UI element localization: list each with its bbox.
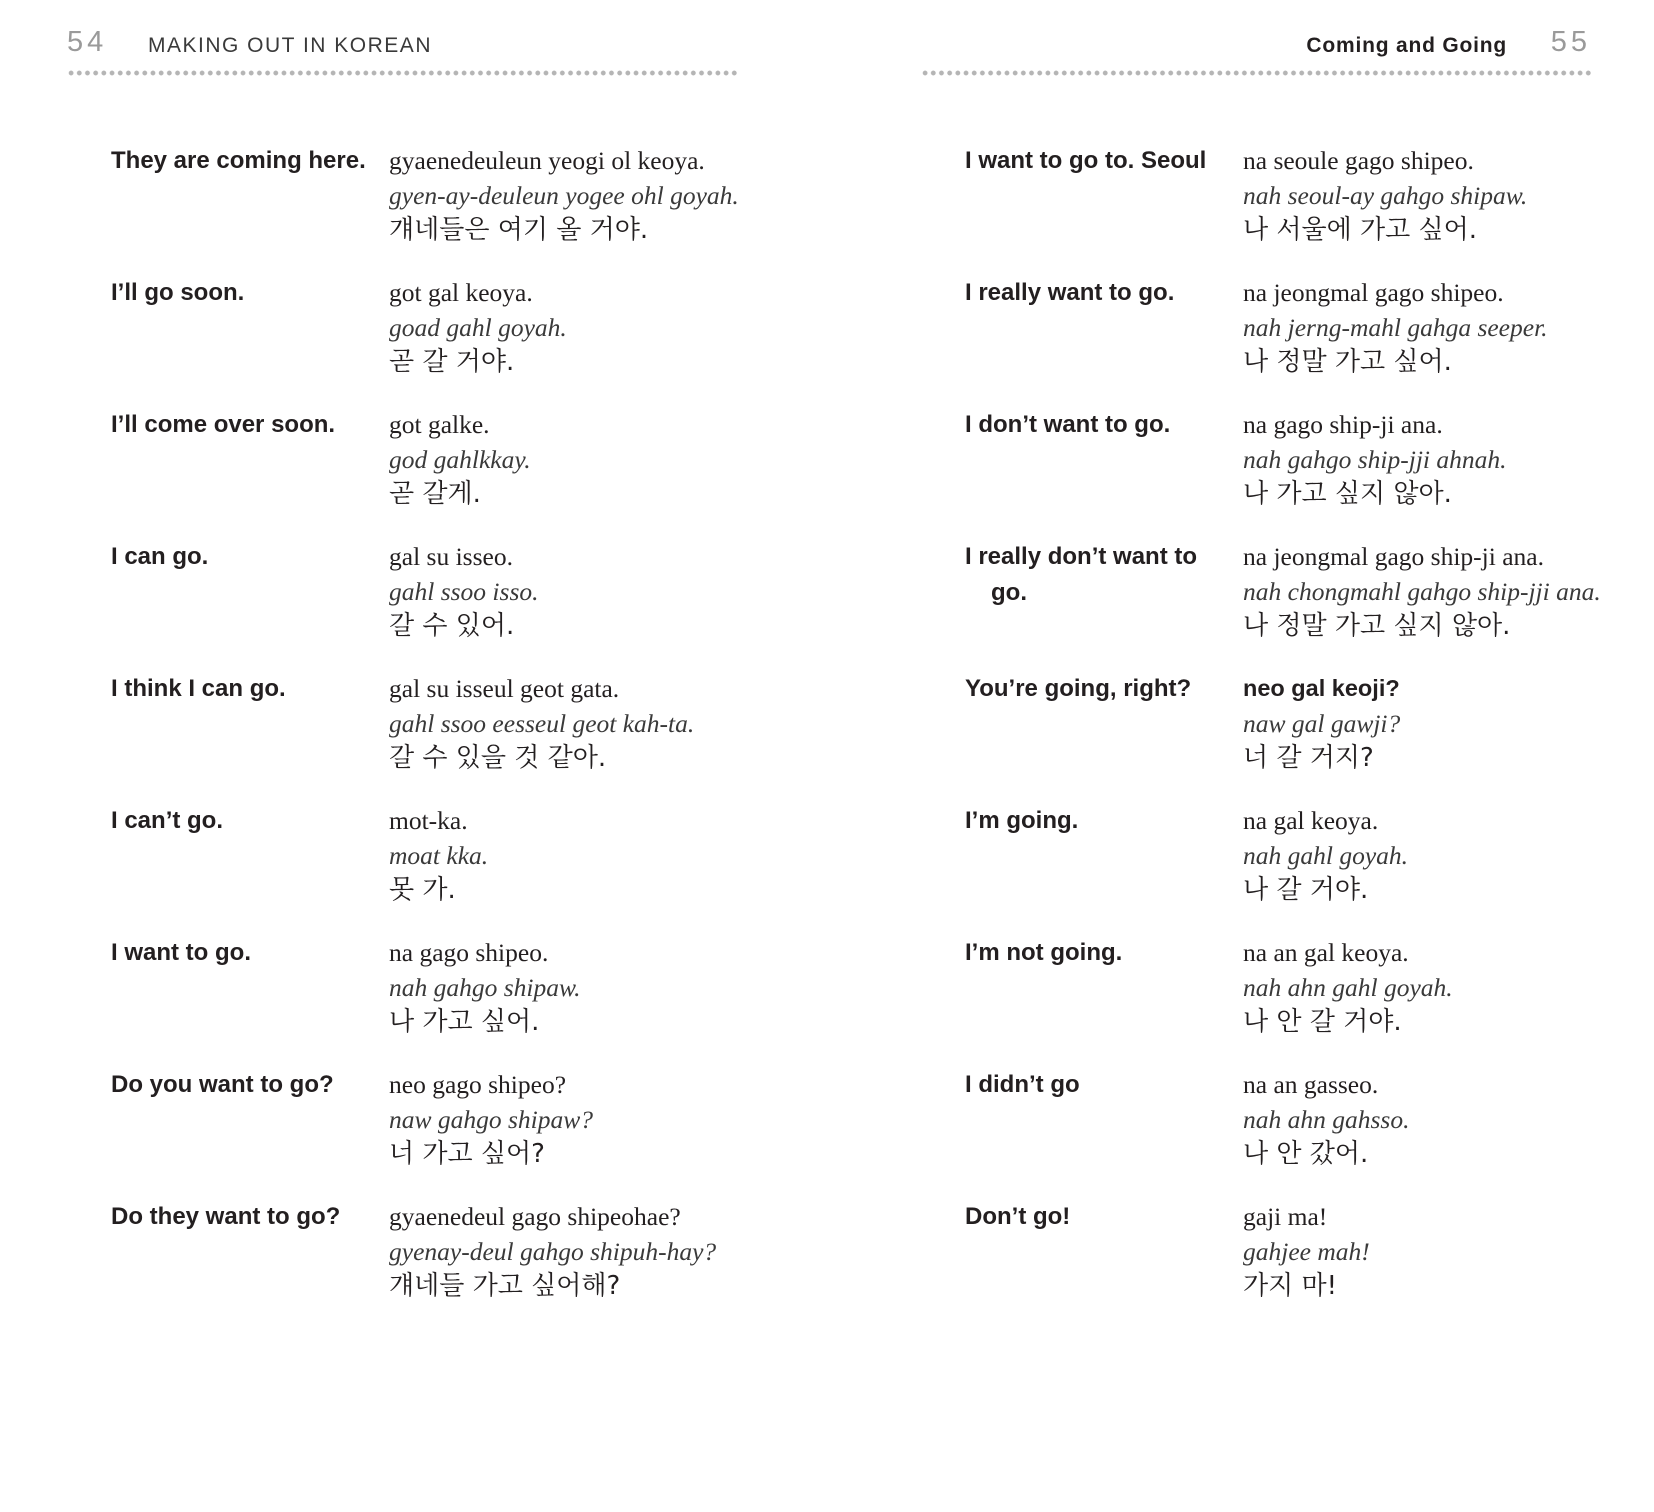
korean-text: 나 가고 싶지 않아. — [1243, 479, 1452, 509]
translation — [1243, 407, 1625, 512]
romanized-korean: gal su isseul geot gata. — [389, 674, 620, 703]
translation — [1243, 539, 1625, 644]
romanized-korean: na gal keoya. — [1243, 806, 1379, 835]
phrase-entry — [965, 1199, 1625, 1304]
english-phrase: Do they want to go? — [111, 1203, 341, 1230]
phrase-entry — [111, 1199, 771, 1304]
romanized-korean: na gago shipeo. — [389, 938, 549, 967]
phrase-entry — [965, 143, 1625, 248]
romanized-korean: gyaenedeul gago shipeohae? — [389, 1202, 681, 1231]
pronunciation: gahl ssoo isso. — [389, 577, 539, 606]
english-phrase: I really don’t want to go. — [965, 543, 1198, 606]
phrase-entry — [965, 1067, 1625, 1172]
english-phrase: Do you want to go? — [111, 1071, 334, 1098]
korean-text: 너 가고 싶어? — [389, 1139, 545, 1169]
phrase-list — [965, 143, 1625, 1331]
page-number: 55 — [1550, 26, 1591, 58]
translation — [389, 539, 771, 644]
pronunciation: moat kka. — [389, 841, 489, 870]
romanized-korean: na gago ship-ji ana. — [1243, 410, 1443, 439]
phrase-entry — [111, 803, 771, 908]
translation — [389, 935, 771, 1040]
phrase-entry — [111, 1067, 771, 1172]
english-phrase: I want to go to. Seoul — [965, 147, 1207, 174]
page-number: 54 — [67, 26, 108, 58]
english-phrase: I didn’t go — [965, 1071, 1080, 1098]
romanized-korean: gal su isseo. — [389, 542, 513, 571]
pronunciation: nah ahn gahsso. — [1243, 1105, 1410, 1134]
korean-text: 나 정말 가고 싶지 않아. — [1243, 611, 1511, 641]
right-page — [921, 0, 1621, 1512]
pronunciation: gahjee mah! — [1243, 1237, 1370, 1266]
english-phrase: I can’t go. — [111, 807, 224, 834]
phrase-entry — [965, 671, 1625, 776]
translation — [389, 803, 771, 908]
dotted-rule — [67, 70, 739, 76]
translation — [389, 407, 771, 512]
korean-text: 가지 마! — [1243, 1271, 1338, 1301]
phrase-entry — [965, 539, 1625, 644]
english-phrase: Don’t go! — [965, 1203, 1071, 1230]
korean-text: 곧 갈 거야. — [389, 347, 515, 377]
romanized-korean: got galke. — [389, 410, 490, 439]
running-head: Coming and Going — [1306, 34, 1507, 57]
romanized-korean: neo gago shipeo? — [389, 1070, 567, 1099]
translation — [389, 1067, 771, 1172]
pronunciation: nah gahl goyah. — [1243, 841, 1409, 870]
korean-text: 나 안 갈 거야. — [1243, 1007, 1402, 1037]
translation — [1243, 935, 1625, 1040]
pronunciation: nah jerng-mahl gahga seeper. — [1243, 313, 1548, 342]
english-phrase: I’ll go soon. — [111, 279, 245, 306]
translation — [1243, 143, 1625, 248]
pronunciation: god gahlkkay. — [389, 445, 531, 474]
english-phrase: I’m not going. — [965, 939, 1123, 966]
korean-text: 나 정말 가고 싶어. — [1243, 347, 1452, 377]
phrase-entry — [965, 935, 1625, 1040]
korean-text: 걔네들은 여기 올 거야. — [389, 215, 649, 245]
translation — [389, 671, 771, 776]
translation — [389, 275, 771, 380]
romanized-korean: neo gal keoji? — [1243, 675, 1400, 701]
english-phrase: I don’t want to go. — [965, 411, 1171, 438]
english-phrase: I’m going. — [965, 807, 1079, 834]
phrase-entry — [111, 407, 771, 512]
phrase-entry — [111, 671, 771, 776]
romanized-korean: mot-ka. — [389, 806, 468, 835]
pronunciation: nah gahgo ship-jji ahnah. — [1243, 445, 1507, 474]
pronunciation: nah chongmahl gahgo ship-jji ana. — [1243, 577, 1601, 606]
phrase-entry — [111, 143, 771, 248]
translation — [1243, 1067, 1625, 1172]
english-phrase: I want to go. — [111, 939, 251, 966]
korean-text: 나 가고 싶어. — [389, 1007, 540, 1037]
romanized-korean: na an gal keoya. — [1243, 938, 1409, 967]
romanized-korean: gaji ma! — [1243, 1202, 1328, 1231]
romanized-korean: na an gasseo. — [1243, 1070, 1379, 1099]
dotted-rule — [921, 70, 1593, 76]
pronunciation: nah ahn gahl goyah. — [1243, 973, 1453, 1002]
running-head: MAKING OUT IN KOREAN — [148, 34, 432, 57]
phrase-entry — [965, 407, 1625, 512]
korean-text: 갈 수 있어. — [389, 611, 515, 641]
left-page-header — [67, 22, 737, 62]
phrase-entry — [111, 539, 771, 644]
translation — [389, 143, 771, 248]
left-page — [67, 0, 767, 1512]
translation — [1243, 275, 1625, 380]
korean-text: 나 안 갔어. — [1243, 1139, 1369, 1169]
english-phrase: I’ll come over soon. — [111, 411, 336, 438]
translation — [389, 1199, 771, 1304]
romanized-korean: na jeongmal gago ship-ji ana. — [1243, 542, 1544, 571]
korean-text: 못 가. — [389, 875, 456, 905]
phrase-entry — [965, 803, 1625, 908]
english-phrase: I think I can go. — [111, 675, 286, 702]
pronunciation: gyenay-deul gahgo shipuh-hay? — [389, 1237, 717, 1266]
translation — [1243, 671, 1625, 776]
korean-text: 곧 갈게. — [389, 479, 481, 509]
pronunciation: nah gahgo shipaw. — [389, 973, 581, 1002]
english-phrase: I can go. — [111, 543, 209, 570]
right-page-header — [921, 22, 1591, 62]
translation — [1243, 1199, 1625, 1304]
pronunciation: goad gahl goyah. — [389, 313, 567, 342]
translation — [1243, 803, 1625, 908]
pronunciation: gyen-ay-deuleun yogee ohl goyah. — [389, 181, 739, 210]
romanized-korean: na jeongmal gago shipeo. — [1243, 278, 1504, 307]
phrase-entry — [965, 275, 1625, 380]
english-phrase: You’re going, right? — [965, 675, 1192, 702]
pronunciation: nah seoul-ay gahgo shipaw. — [1243, 181, 1528, 210]
english-phrase: I really want to go. — [965, 279, 1175, 306]
korean-text: 걔네들 가고 싶어해? — [389, 1271, 621, 1301]
pronunciation: gahl ssoo eesseul geot kah-ta. — [389, 709, 695, 738]
romanized-korean: na seoule gago shipeo. — [1243, 146, 1474, 175]
phrase-entry — [111, 935, 771, 1040]
phrase-list — [111, 143, 771, 1331]
english-phrase: They are coming here. — [111, 147, 366, 174]
korean-text: 나 갈 거야. — [1243, 875, 1369, 905]
pronunciation: naw gal gawji? — [1243, 709, 1401, 738]
pronunciation: naw gahgo shipaw? — [389, 1105, 594, 1134]
romanized-korean: got gal keoya. — [389, 278, 533, 307]
korean-text: 나 서울에 가고 싶어. — [1243, 215, 1477, 245]
romanized-korean: gyaenedeuleun yeogi ol keoya. — [389, 146, 705, 175]
phrase-entry — [111, 275, 771, 380]
korean-text: 너 갈 거지? — [1243, 743, 1374, 773]
korean-text: 갈 수 있을 것 같아. — [389, 743, 607, 773]
